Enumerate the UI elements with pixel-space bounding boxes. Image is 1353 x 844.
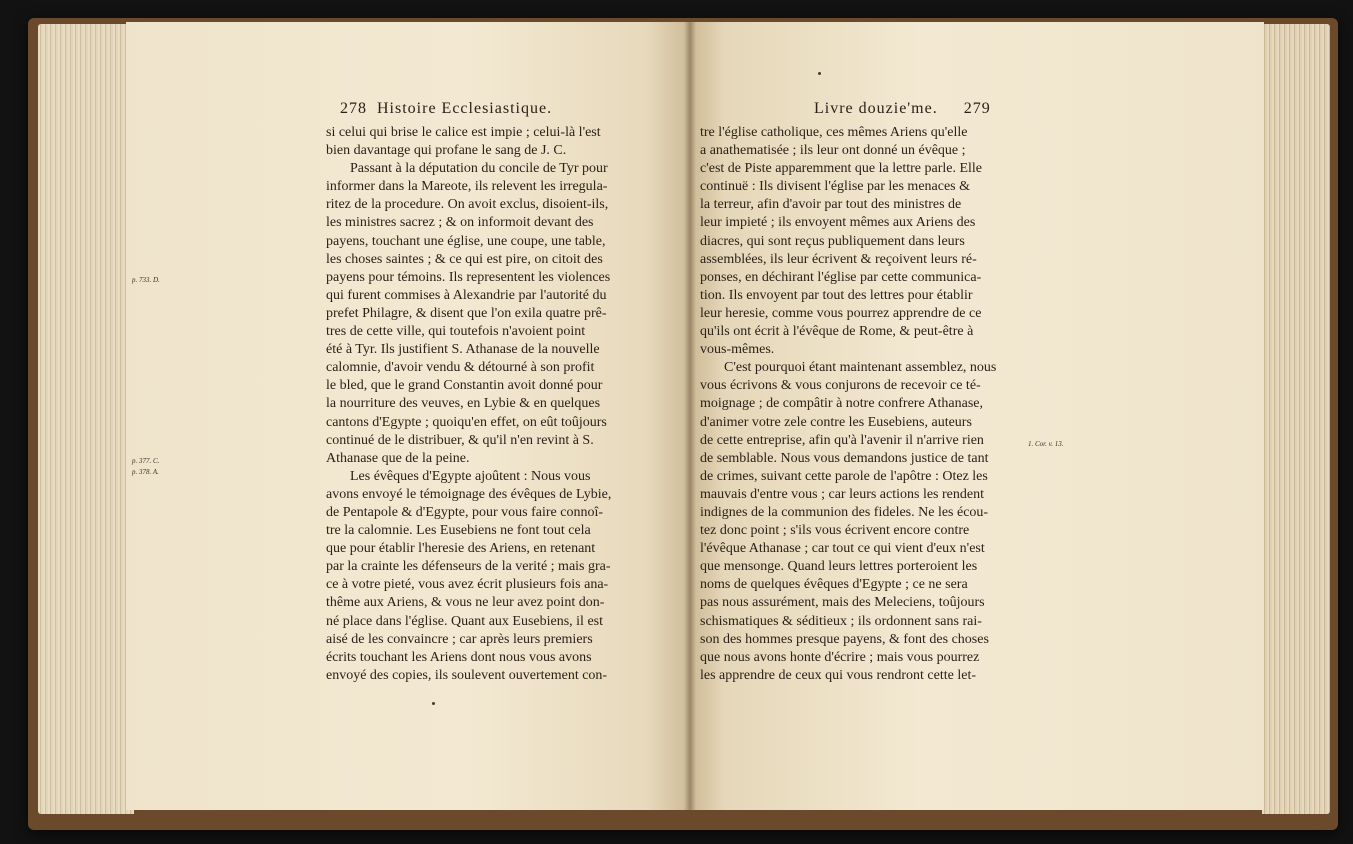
text-line: que mensonge. Quand leurs lettres porteroient les bbox=[700, 559, 978, 575]
book-gutter bbox=[684, 22, 696, 810]
text-line: d'animer votre zele contre les Eusebiens, auteurs bbox=[700, 414, 972, 430]
text-line: aisé de les convaincre ; car après leurs premiers bbox=[326, 631, 593, 647]
text-line: de Pentapole & d'Egypte, pour vous faire connoî- bbox=[326, 504, 604, 520]
ink-speck bbox=[432, 702, 435, 705]
text-line: ritez de la procedure. On avoit exclus, disoient-ils, bbox=[326, 197, 609, 213]
text-line: qu'ils ont écrit à l'évêque de Rome, & peut-être à bbox=[700, 324, 974, 340]
page-edges-left bbox=[38, 24, 134, 814]
left-page-number: 278 bbox=[340, 100, 367, 117]
margin-note: p. 377. C. bbox=[132, 457, 160, 465]
text-line: noms de quelques évêques d'Egypte ; ce ne sera bbox=[700, 577, 968, 593]
text-line: vous écrivons & vous conjurons de recevoir ce té- bbox=[700, 378, 981, 394]
text-line: C'est pourquoi étant maintenant assemblez, nous bbox=[724, 360, 997, 376]
text-line: diacres, qui sont reçus publiquement dans leurs bbox=[700, 233, 965, 249]
text-line: tre l'église catholique, ces mêmes Ariens qu'elle bbox=[700, 125, 968, 140]
text-line: continuë : Ils divisent l'église par les menaces & bbox=[700, 179, 971, 195]
right-text-block bbox=[700, 124, 1040, 685]
text-line: la terreur, afin d'avoir par tout des ministres de bbox=[700, 197, 962, 213]
text-line: avons envoyé le témoignage des évêques de Lybie, bbox=[326, 486, 612, 502]
left-page bbox=[126, 22, 692, 810]
text-line: de crimes, suivant cette parole de l'apôtre : Otez les bbox=[700, 468, 988, 484]
text-line: envoyé des copies, ils soulevent ouvertement con- bbox=[326, 667, 608, 683]
text-line: ce à votre pieté, vous avez écrit plusieurs fois ana- bbox=[326, 577, 609, 593]
text-line: continué de le distribuer, & qu'il n'en revint à S. bbox=[326, 432, 594, 448]
text-line: le bled, que le grand Constantin avoit donné pour bbox=[326, 378, 603, 394]
text-line: son des hommes presque payens, & font des choses bbox=[700, 631, 989, 647]
margin-note: p. 733. D. bbox=[132, 276, 160, 284]
text-line: indignes de la communion des fideles. Ne les écou- bbox=[700, 504, 989, 520]
text-line: de semblable. Nous vous demandons justice de tant bbox=[700, 450, 989, 466]
right-head-title: Livre douzie'me. bbox=[814, 100, 938, 117]
text-line: leur impieté ; ils envoyent mêmes aux Ariens des bbox=[700, 215, 976, 231]
text-line: vous-mêmes. bbox=[700, 342, 775, 358]
text-line: mauvais d'entre vous ; car leurs actions les rendent bbox=[700, 486, 984, 502]
right-running-head bbox=[814, 100, 991, 118]
text-line: assemblées, ils leur écrivent & reçoivent leurs ré- bbox=[700, 251, 977, 267]
text-line: a anathematisée ; ils leur ont donné un évêque ; bbox=[700, 143, 966, 159]
text-line: été à Tyr. Ils justifient S. Athanase de la nouvelle bbox=[326, 342, 600, 358]
text-line: cantons d'Egypte ; quoiqu'en effet, on eût toûjours bbox=[326, 414, 607, 430]
right-page bbox=[690, 22, 1264, 810]
text-line: de cette entreprise, afin qu'à l'avenir il n'arrive rien bbox=[700, 432, 984, 448]
text-line: Passant à la députation du concile de Tyr pour bbox=[350, 161, 608, 177]
text-line: tres de cette ville, qui toutefois n'avoient point bbox=[326, 324, 586, 340]
text-line: Les évêques d'Egypte ajoûtent : Nous vous bbox=[350, 468, 591, 484]
text-line: que pour établir l'heresie des Ariens, en retenant bbox=[326, 541, 596, 557]
text-line: payens, touchant une église, une coupe, une table, bbox=[326, 233, 606, 249]
ink-speck bbox=[818, 72, 821, 75]
text-line: payens pour témoins. Ils representent les violences bbox=[326, 269, 611, 285]
text-line: les choses saintes ; & ce qui est pire, on citoit des bbox=[326, 251, 603, 267]
text-line: si celui qui brise le calice est impie ; celui-là l'est bbox=[326, 125, 601, 140]
right-page-number: 279 bbox=[963, 100, 991, 117]
margin-note: p. 378. A. bbox=[132, 468, 159, 476]
text-line: schismatiques & séditieux ; ils ordonnent sans rai- bbox=[700, 613, 982, 629]
text-line: leur heresie, comme vous pourrez apprendre de ce bbox=[700, 305, 982, 321]
page-edges-right bbox=[1262, 24, 1330, 814]
text-line: la nourriture des veuves, en Lybie & en quelques bbox=[326, 396, 601, 412]
text-line: ponses, en déchirant l'église par cette communica- bbox=[700, 269, 982, 285]
left-text-block bbox=[326, 124, 678, 685]
text-line: les ministres sacrez ; & on informoit devant des bbox=[326, 215, 594, 231]
left-head-title: Histoire Ecclesiastique. bbox=[377, 100, 553, 117]
text-line: Athanase que de la peine. bbox=[326, 450, 470, 466]
text-line: prefet Philagre, & disent que l'on exila quatre prê- bbox=[326, 305, 607, 321]
text-line: par la crainte les défenseurs de la verité ; mais gra- bbox=[326, 559, 611, 575]
text-line: bien davantage qui profane le sang de J. C. bbox=[326, 143, 567, 159]
text-line: écrits touchant les Ariens dont nous vous avons bbox=[326, 649, 592, 665]
margin-note: 1. Cor. v. 13. bbox=[1028, 440, 1064, 448]
text-line: qui furent commises à Alexandrie par l'autorité du bbox=[326, 287, 607, 303]
text-line: informer dans la Mareote, ils relevent les irregula- bbox=[326, 179, 608, 195]
text-line: c'est de Piste apparemment que la lettre parle. Elle bbox=[700, 161, 983, 177]
text-line: tion. Ils envoyent par tout des lettres pour établir bbox=[700, 287, 973, 303]
text-line: tre la calomnie. Les Eusebiens ne font tout cela bbox=[326, 523, 591, 539]
left-running-head bbox=[340, 100, 552, 118]
text-line: pas nous assurément, mais des Meleciens, toûjours bbox=[700, 595, 985, 611]
text-line: que nous avons honte d'écrire ; mais vous pourrez bbox=[700, 649, 980, 665]
text-line: né place dans l'église. Quant aux Eusebiens, il est bbox=[326, 613, 603, 629]
text-line: thême aux Ariens, & vous ne leur avez point don- bbox=[326, 595, 605, 611]
text-line: moignage ; de compâtir à notre confrere Athanase, bbox=[700, 396, 983, 412]
text-line: tez donc point ; s'ils vous écrivent encore contre bbox=[700, 523, 970, 539]
text-line: calomnie, d'avoir vendu & détourné à son profit bbox=[326, 360, 595, 376]
text-line: les apprendre de ceux qui vous rendront cette let- bbox=[700, 667, 977, 683]
text-line: l'évêque Athanase ; car tout ce qui vient d'eux n'est bbox=[700, 541, 985, 557]
